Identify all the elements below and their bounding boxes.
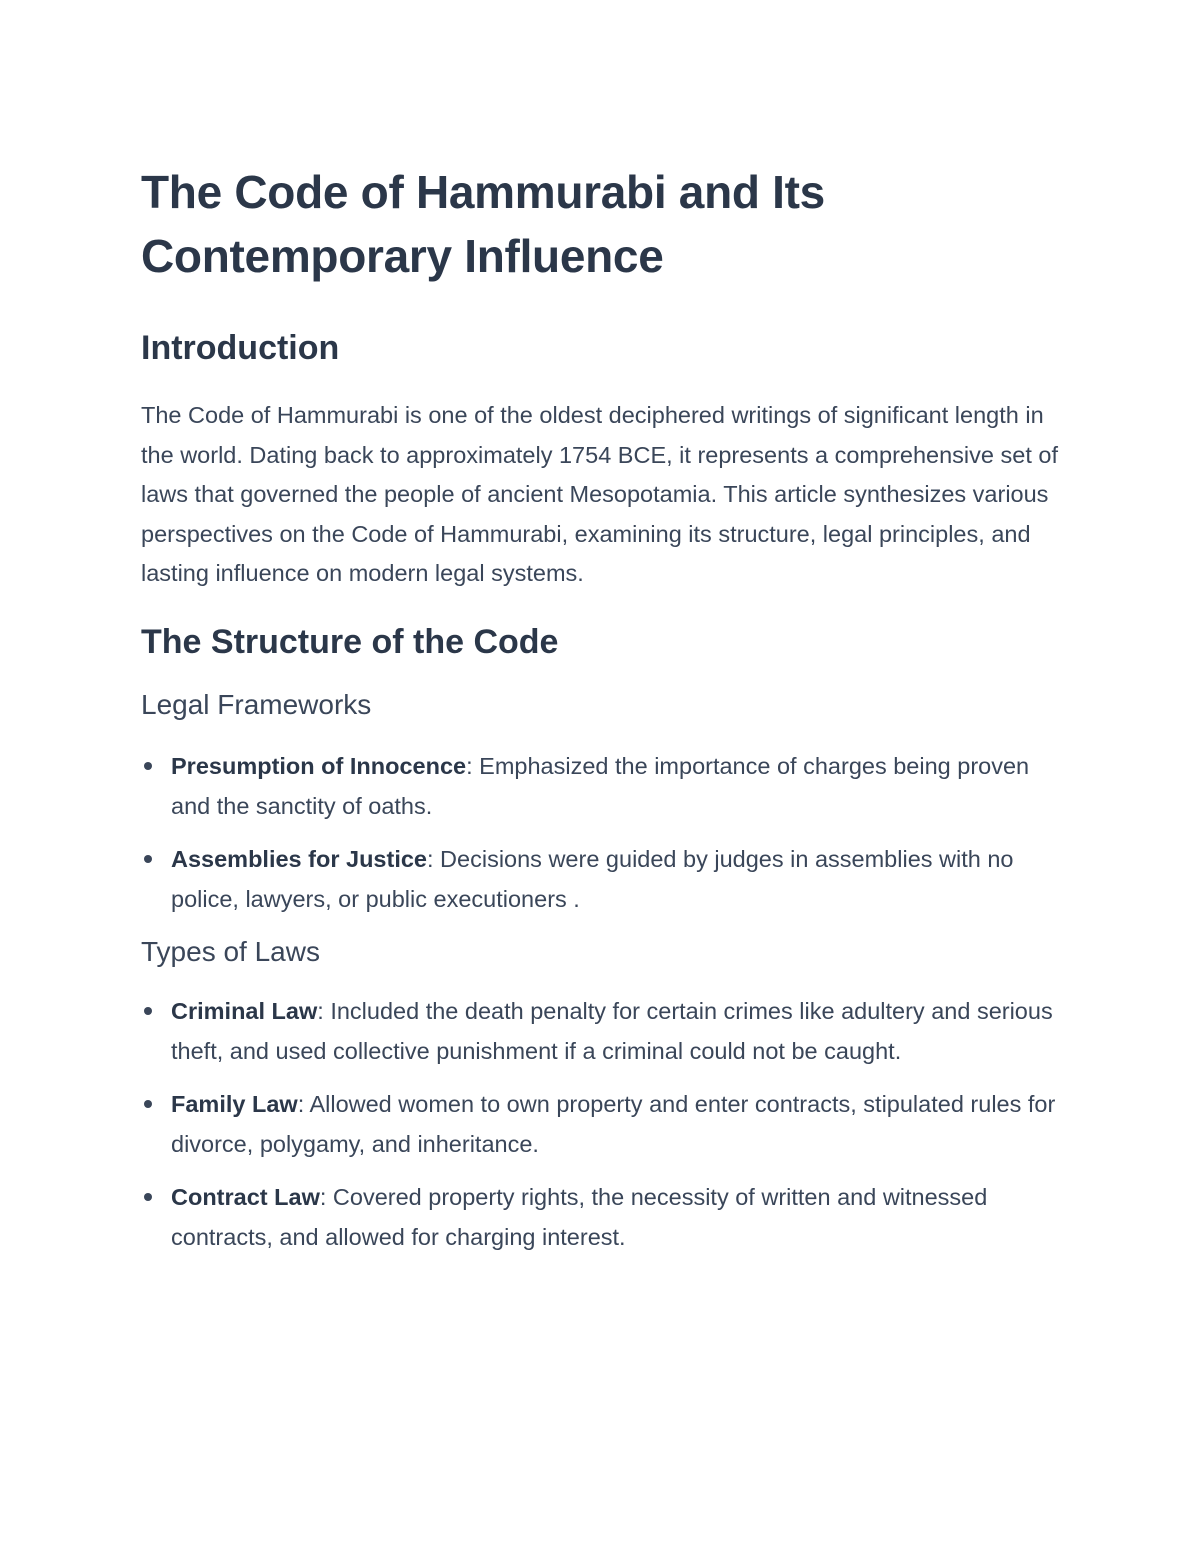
bullet-icon (144, 1100, 152, 1108)
list-item-term: Family Law (171, 1090, 298, 1117)
types-of-laws-heading: Types of Laws (141, 935, 320, 967)
title-line-1: The Code of Hammurabi and Its (141, 166, 825, 218)
bullet-icon (144, 855, 152, 863)
list-item (141, 991, 1061, 1071)
document-title (141, 160, 1061, 288)
document-page (141, 160, 1061, 1270)
list-item (141, 839, 1061, 919)
list-item-term: Contract Law (171, 1183, 320, 1210)
list-item (141, 1177, 1061, 1257)
legal-frameworks-heading: Legal Frameworks (141, 688, 372, 720)
list-item-term: Criminal Law (171, 997, 318, 1024)
bullet-icon (144, 1193, 152, 1201)
list-item (141, 1084, 1061, 1164)
list-item-term: Presumption of Innocence (171, 752, 467, 779)
list-item-text: : Covered property rights, the necessity of written and witnessed contracts, and allowed for charging interest. (171, 1183, 988, 1250)
legal-frameworks-list (141, 746, 1061, 919)
list-item-text: : Included the death penalty for certain crimes like adultery and serious theft, and used collective punishment if a criminal could not be caught. (171, 997, 1053, 1064)
structure-heading: The Structure of the Code (141, 622, 559, 661)
list-item-text: : Emphasized the importance of charges being proven and the sanctity of oaths. (171, 752, 1030, 819)
introduction-paragraph: The Code of Hammurabi is one of the oldest deciphered writings of significant length in the world. Dating back to approximately 1754 BCE, it represents a comprehensive set of laws that governed the people of ancient Mesopotamia. This article synthesizes various perspectives on the Code of Hammurabi, examining its structure, legal principles, and lasting influence on modern legal systems. (141, 402, 1058, 586)
list-item-text: : Allowed women to own property and enter contracts, stipulated rules for divorce, polygamy, and inheritance. (171, 1090, 1056, 1157)
introduction-heading: Introduction (141, 329, 340, 367)
list-item-text: : Decisions were guided by judges in assemblies with no police, lawyers, or public executioners . (171, 845, 1014, 912)
types-of-laws-list (141, 991, 1061, 1257)
title-line-2: Contemporary Influence (141, 230, 664, 282)
bullet-icon (144, 1007, 152, 1015)
list-item-term: Assemblies for Justice (171, 845, 427, 872)
bullet-icon (144, 762, 152, 770)
list-item (141, 746, 1061, 826)
